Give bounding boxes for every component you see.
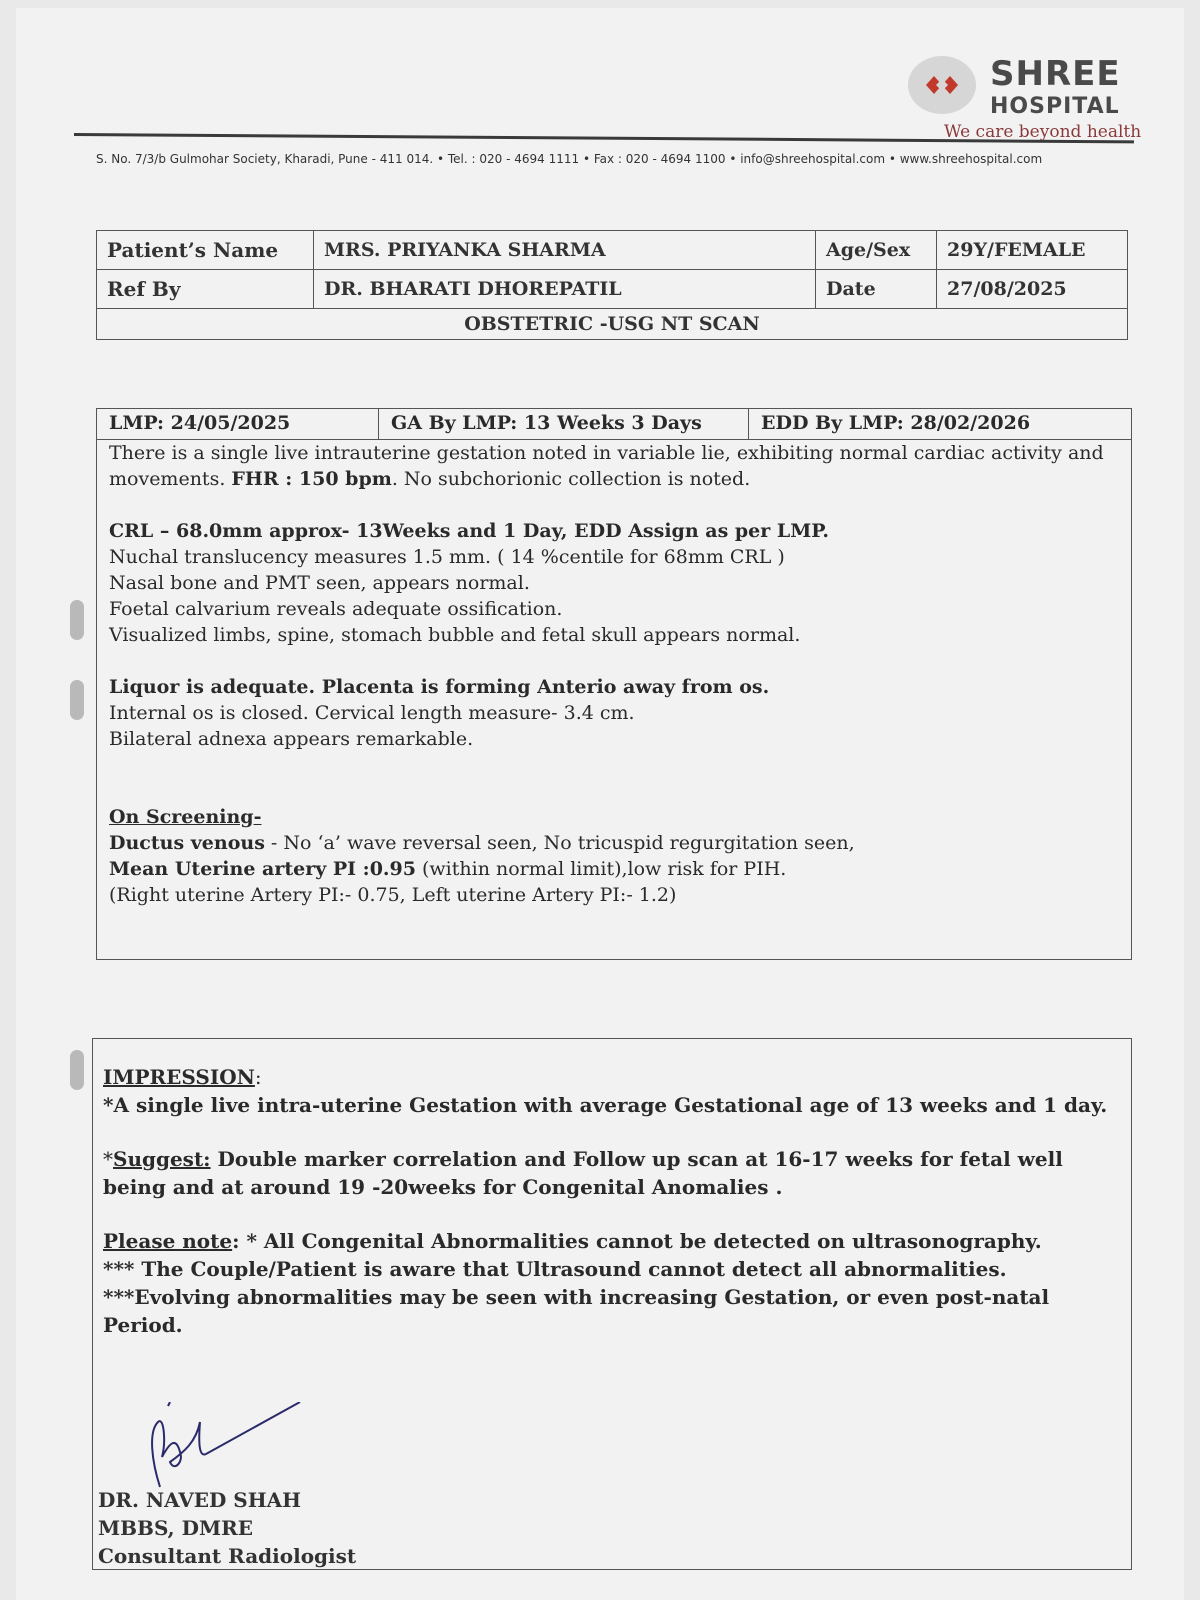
suggest-label: Suggest: [113, 1147, 211, 1171]
patient-name: MRS. PRIYANKA SHARMA [314, 231, 816, 270]
ductus-text: - No ‘a’ wave reversal seen, No tricuspid regurgitation seen, [264, 832, 855, 854]
ductus-label: Ductus venous [109, 832, 265, 854]
doctor-title: Consultant Radiologist [98, 1544, 357, 1568]
gestation-paragraph [109, 440, 1119, 492]
limbs-line: Visualized limbs, spine, stomach bubble and fetal skull appears normal. [109, 624, 801, 646]
doctor-name: DR. NAVED SHAH [98, 1488, 302, 1512]
doctor-block [98, 1486, 356, 1570]
ductus-line [109, 830, 1119, 856]
findings-text [97, 440, 1131, 908]
report-title: OBSTETRIC -USG NT SCAN [97, 309, 1128, 340]
impression-line1: *A single live intra-uterine Gestation with average Gestational age of 13 weeks and 1 day. [103, 1093, 1108, 1117]
binder-hole [70, 600, 84, 640]
nt-line: Nuchal translucency measures 1.5 mm. ( 14 %centile for 68mm CRL ) [109, 546, 785, 568]
date-value: 27/08/2025 [937, 270, 1128, 309]
ref-by-label: Ref By [97, 270, 314, 309]
patient-info-table [96, 230, 1128, 340]
lmp-cell: LMP: 24/05/2025 [97, 409, 379, 439]
adnexa-line: Bilateral adnexa appears remarkable. [109, 728, 474, 750]
patient-name-label: Patient’s Name [97, 231, 314, 270]
logo-mark-icon [908, 56, 976, 114]
findings-box [96, 408, 1132, 960]
hospital-name-line2: HOSPITAL [990, 94, 1120, 119]
note-line1 [103, 1227, 1121, 1255]
crl-line: CRL – 68.0mm approx- 13Weeks and 1 Day, EDD Assign as per LMP. [109, 520, 830, 542]
nasal-line: Nasal bone and PMT seen, appears normal. [109, 572, 530, 594]
doctor-degree: MBBS, DMRE [98, 1516, 253, 1540]
agesex-value: 29Y/FEMALE [937, 231, 1128, 270]
ref-by-value: DR. BHARATI DHOREPATIL [314, 270, 816, 309]
binder-hole [70, 1050, 84, 1090]
hospital-tagline: We care beyond health [944, 122, 1142, 142]
date-label: Date [816, 270, 937, 309]
lmp-row [97, 409, 1131, 440]
os-line: Internal os is closed. Cervical length measure- 3.4 cm. [109, 702, 635, 724]
note-line2: *** The Couple/Patient is aware that Ultrasound cannot detect all abnormalities. [103, 1257, 1007, 1281]
note-text: : * All Congenital Abnormalities cannot be detected on ultrasonography. [232, 1229, 1042, 1253]
gestation-text: There is a single live intrauterine gestation noted in variable lie, exhibiting normal cardiac activity and movements. [109, 442, 1104, 490]
suggest-star: * [103, 1147, 113, 1171]
screening-title: On Screening- [109, 806, 262, 828]
suggest-text: Double marker correlation and Follow up scan at 16-17 weeks for fetal well being and at around 19 -20weeks for Congenital Anomalies . [103, 1147, 1063, 1199]
impression-heading [103, 1063, 1121, 1091]
agesex-label: Age/Sex [816, 231, 937, 270]
hospital-address: S. No. 7/3/b Gulmohar Society, Kharadi, Pune - 411 014. • Tel. : 020 - 4694 1111 • Fax : 020 - 4694 1100 • info@shreehospital.com • www.shreehospital.com [96, 152, 1043, 166]
uterine-line [109, 856, 1119, 882]
edd-cell: EDD By LMP: 28/02/2026 [761, 412, 1031, 434]
subchorionic-text: . No subchorionic collection is noted. [391, 468, 751, 490]
uterine-label: Mean Uterine artery PI :0.95 [109, 858, 416, 880]
impression-colon: : [254, 1065, 262, 1089]
impression-title: IMPRESSION [103, 1065, 255, 1089]
hospital-name-line1: SHREE [990, 54, 1121, 94]
ga-cell: GA By LMP: 13 Weeks 3 Days [379, 409, 749, 439]
uterine-text: (within normal limit),low risk for PIH. [415, 858, 787, 880]
liquor-line: Liquor is adequate. Placenta is forming Anterio away from os. [109, 676, 770, 698]
doctor-signature [140, 1402, 310, 1492]
note-line3: ***Evolving abnormalities may be seen with increasing Gestation, or even post-natal Period. [103, 1285, 1050, 1337]
fhr-value: FHR : 150 bpm [231, 468, 392, 490]
uterine-detail-line: (Right uterine Artery PI:- 0.75, Left uterine Artery PI:- 1.2) [109, 884, 677, 906]
note-label: Please note [103, 1229, 233, 1253]
binder-hole [70, 680, 84, 720]
calvarium-line: Foetal calvarium reveals adequate ossification. [109, 598, 563, 620]
suggest-paragraph [103, 1145, 1121, 1201]
